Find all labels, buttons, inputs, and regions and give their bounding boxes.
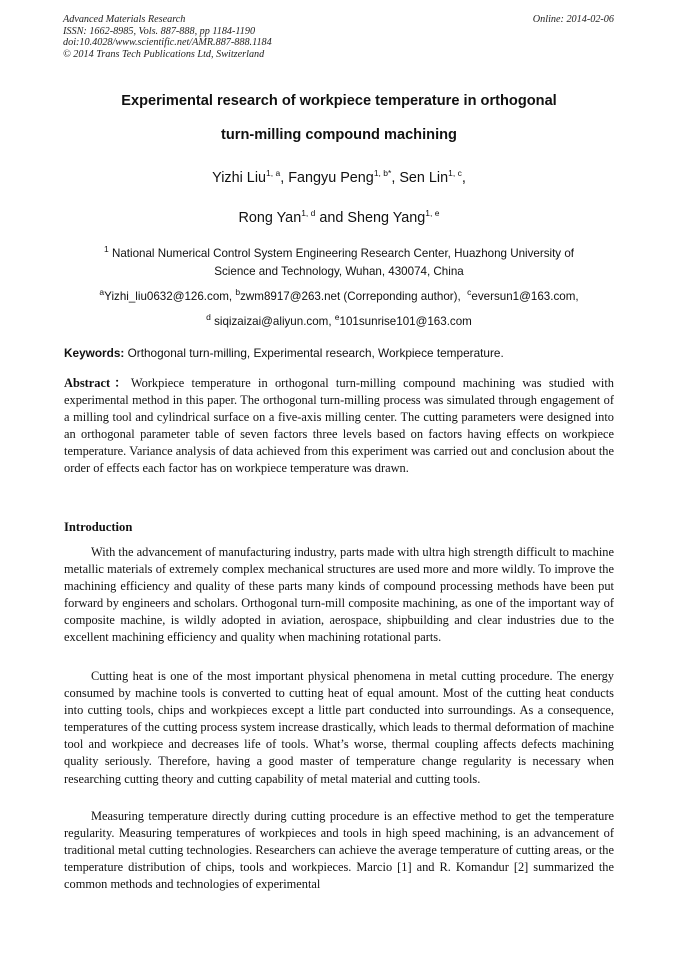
issn-line: ISSN: 1662-8985, Vols. 887-888, pp 1184-1190 (63, 25, 256, 37)
journal-header (63, 14, 272, 60)
affiliation-superscript: 1 (103, 244, 109, 255)
email-address[interactable]: zwm8917@263.net (Correponding author), (240, 290, 461, 303)
paper-title-line-1: Experimental research of workpiece temperature in orthogonal (121, 93, 557, 109)
journal-name: Advanced Materials Research (63, 14, 186, 25)
abstract (64, 375, 614, 478)
email-address[interactable]: 101sunrise101@163.com (339, 315, 472, 328)
email-line-1 (40, 288, 638, 305)
author-line-1: Yizhi Liu$^{1, a}$, Fangyu Peng$^{1, b*}$, Sen Lin$^{1, c}$, (212, 168, 466, 186)
author-name: Rong Yan (238, 210, 302, 226)
email-superscript: b (235, 287, 241, 298)
author-name: Sheng Yang (347, 210, 426, 226)
introduction-paragraph-3: Measuring temperature directly during cutting procedure is an effective method to get the temperature regularity. Measuring temperatures of workpieces and tools in high speed machining, is an advancement of traditional metal cutting technologies. Researchers can achieve the average temperature of cutting areas, or the temperature distribution of chips, tools and workpieces. Marcio [1] and R. Komandur [2] summarized the common methods and technologies of experimental (64, 809, 614, 892)
keywords (64, 345, 504, 361)
section-heading-introduction: Introduction (64, 520, 133, 534)
doi-line: doi:10.4028/www.scientific.net/AMR.887-888.1184 (63, 37, 272, 49)
email-line-2 (40, 313, 638, 330)
email-superscript: e (334, 312, 340, 323)
keywords-label: Keywords: (64, 346, 125, 360)
author-superscript: 1, a (266, 168, 281, 179)
affiliation-text: National Numerical Control System Engineering Research Center, Huazhong University of (111, 247, 574, 260)
paper-title-line-2: turn-milling compound machining (221, 127, 457, 143)
author-superscript: 1, c (448, 168, 462, 179)
author-conjunction: and (319, 210, 344, 226)
affiliation-line-1 (40, 245, 638, 262)
introduction-paragraph-2: Cutting heat is one of the most important physical phenomena in metal cutting procedure. The energy consumed by machine tools is converted to cutting heat of equal amount. Most of the cutting heat conducts into cutting tools, chips and workpieces except a little part conducted into surroundings. As a consequence, temperatures of the cutting process system increase drastically, which leads to thermal deformation of machine tool and workpiece and decreases life of tools. What’s worse, thermal coupling affects defects machining quality seriously. Therefore, having a good master of temperature change regularity is necessary when researching cutting theory and cutting capability of metal material and cutting tools. (64, 669, 614, 786)
abstract-text: Workpiece temperature in orthogonal turn-milling compound machining was studied with experimental method in this paper. The orthogonal turn-milling process was simulated through engagement of a milling tool and cylindrical surface on a five-axis milling center. The cutting parameters were designed into an orthogonal parameter table of seven factors three levels based on factors having effects on workpiece temperature. Variance analysis of data achieved from this experiment was carried out and conclusion about the order of effects each factor has on workpiece temperature was drawn. (64, 376, 615, 476)
email-superscript: d (206, 312, 211, 323)
introduction-paragraph-1: With the advancement of manufacturing industry, parts made with ultra high strength difficult to machine metallic materials of extremely complex mechanical structures are used more and more wildly. To improve the machining efficiency and quality of these parts many kinds of compound processing methods have been put forward by engineers and scholars. Orthogonal turn-mill composite machining, as one of the important way of composite machine, is wildly adopted in aviation, aerospace, shipbuilding and clear industries due to the excellent machining efficiency and quality when machining rotational parts. (64, 545, 614, 645)
author-line-2 (40, 208, 638, 228)
keywords-text: Orthogonal turn-milling, Experimental research, Workpiece temperature. (127, 346, 504, 360)
email-address[interactable]: siqizaizai@aliyun.com, (214, 315, 332, 328)
author-superscript: 1, b* (373, 168, 392, 179)
author-name: Fangyu Peng (288, 170, 374, 186)
author-name: Sen Lin (399, 170, 449, 186)
online-date: Online: 2014-02-06 (532, 14, 614, 25)
email-superscript: c (467, 287, 472, 298)
email-superscript: a (99, 287, 105, 298)
email-address[interactable]: Yizhi_liu0632@126.com, (104, 290, 233, 303)
abstract-label: Abstract： (64, 376, 131, 390)
email-address[interactable]: eversun1@163.com, (471, 290, 579, 303)
copyright-line: © 2014 Trans Tech Publications Ltd, Switzerland (63, 48, 265, 60)
author-superscript: 1, d (301, 208, 316, 219)
author-superscript: 1, e (425, 208, 440, 219)
affiliation-line-2: Science and Technology, Wuhan, 430074, China (214, 265, 464, 278)
author-name: Yizhi Liu (212, 170, 267, 186)
